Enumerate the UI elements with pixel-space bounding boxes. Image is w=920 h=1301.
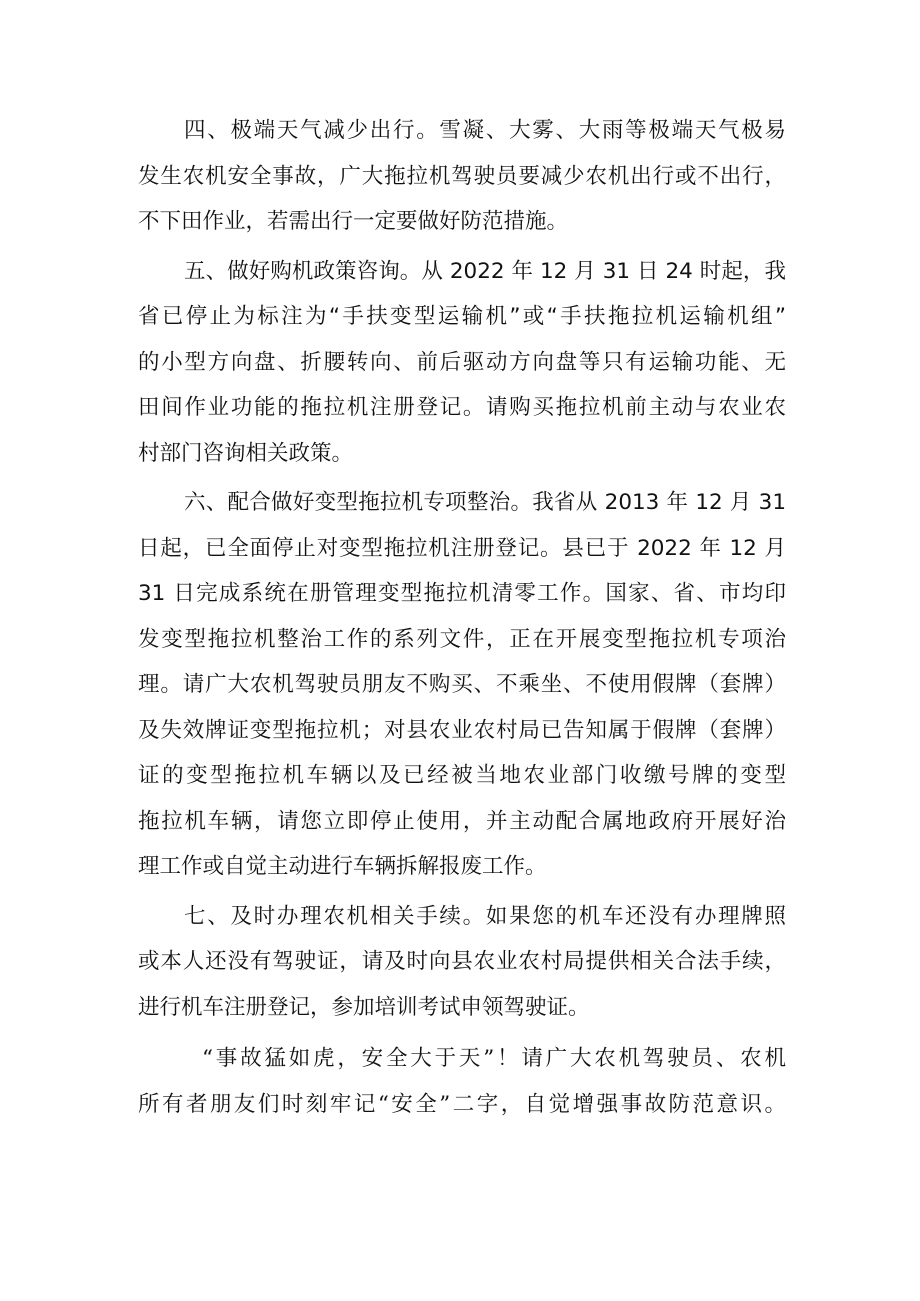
text-line: 省已停止为标注为“手扶变型运输机”或“手扶拖拉机运输机组” <box>138 304 786 329</box>
text-line: 村部门咨询相关政策。 <box>138 440 354 466</box>
paragraph-item-7 <box>138 894 786 1031</box>
text-line: 理。请广大农机驾驶员朋友不购买、不乘坐、不使用假牌（套牌） <box>138 672 786 697</box>
paragraph-item-4 <box>138 108 786 245</box>
text-line: 及失效牌证变型拖拉机；对县农业农村局已告知属于假牌（套牌） <box>138 717 786 743</box>
document-page <box>138 108 786 1127</box>
text-line: 四、极端天气减少出行。雪凝、大雾、大雨等极端天气极易 <box>184 118 786 143</box>
paragraph-item-5 <box>138 249 786 477</box>
text-line: 31 日完成系统在册管理变型拖拉机清零工作。国家、省、市均印 <box>138 581 786 606</box>
text-line: 六、配合做好变型拖拉机专项整治。我省从 2013 年 12 月 31 <box>184 490 786 515</box>
text-line: 发生农机安全事故，广大拖拉机驾驶员要减少农机出行或不出行， <box>138 163 786 189</box>
text-line: 证的变型拖拉机车辆以及已经被当地农业部门收缴号牌的变型 <box>138 763 786 788</box>
paragraph-item-6 <box>138 480 786 890</box>
text-line: 理工作或自觉主动进行车辆拆解报废工作。 <box>138 854 547 879</box>
text-line: 日起，已全面停止对变型拖拉机注册登记。县已于 2022 年 12 月 <box>138 535 786 561</box>
text-line: 拖拉机车辆，请您立即停止使用，并主动配合属地政府开展好治 <box>138 808 786 834</box>
text-line: 或本人还没有驾驶证，请及时向县农业农村局提供相关合法手续， <box>138 949 786 974</box>
text-line: 不下田作业，若需出行一定要做好防范措施。 <box>138 209 569 234</box>
text-line: 五、做好购机政策咨询。从 2022 年 12 月 31 日 24 时起，我 <box>184 258 786 284</box>
text-line: 所有者朋友们时刻牢记“安全”二字，自觉增强事故防范意识。 <box>138 1091 786 1117</box>
text-line: 的小型方向盘、折腰转向、前后驱动方向盘等只有运输功能、无 <box>138 349 786 375</box>
text-line: 七、及时办理农机相关手续。如果您的机车还没有办理牌照 <box>184 903 786 929</box>
text-line: 发变型拖拉机整治工作的系列文件，正在开展变型拖拉机专项治 <box>138 626 786 652</box>
text-line: “事故猛如虎，安全大于天”！请广大农机驾驶员、农机 <box>202 1046 786 1071</box>
closing-paragraph <box>138 1036 786 1127</box>
text-line: 田间作业功能的拖拉机注册登记。请购买拖拉机前主动与农业农 <box>138 395 786 420</box>
text-line: 进行机车注册登记，参加培训考试申领驾驶证。 <box>138 994 590 1020</box>
